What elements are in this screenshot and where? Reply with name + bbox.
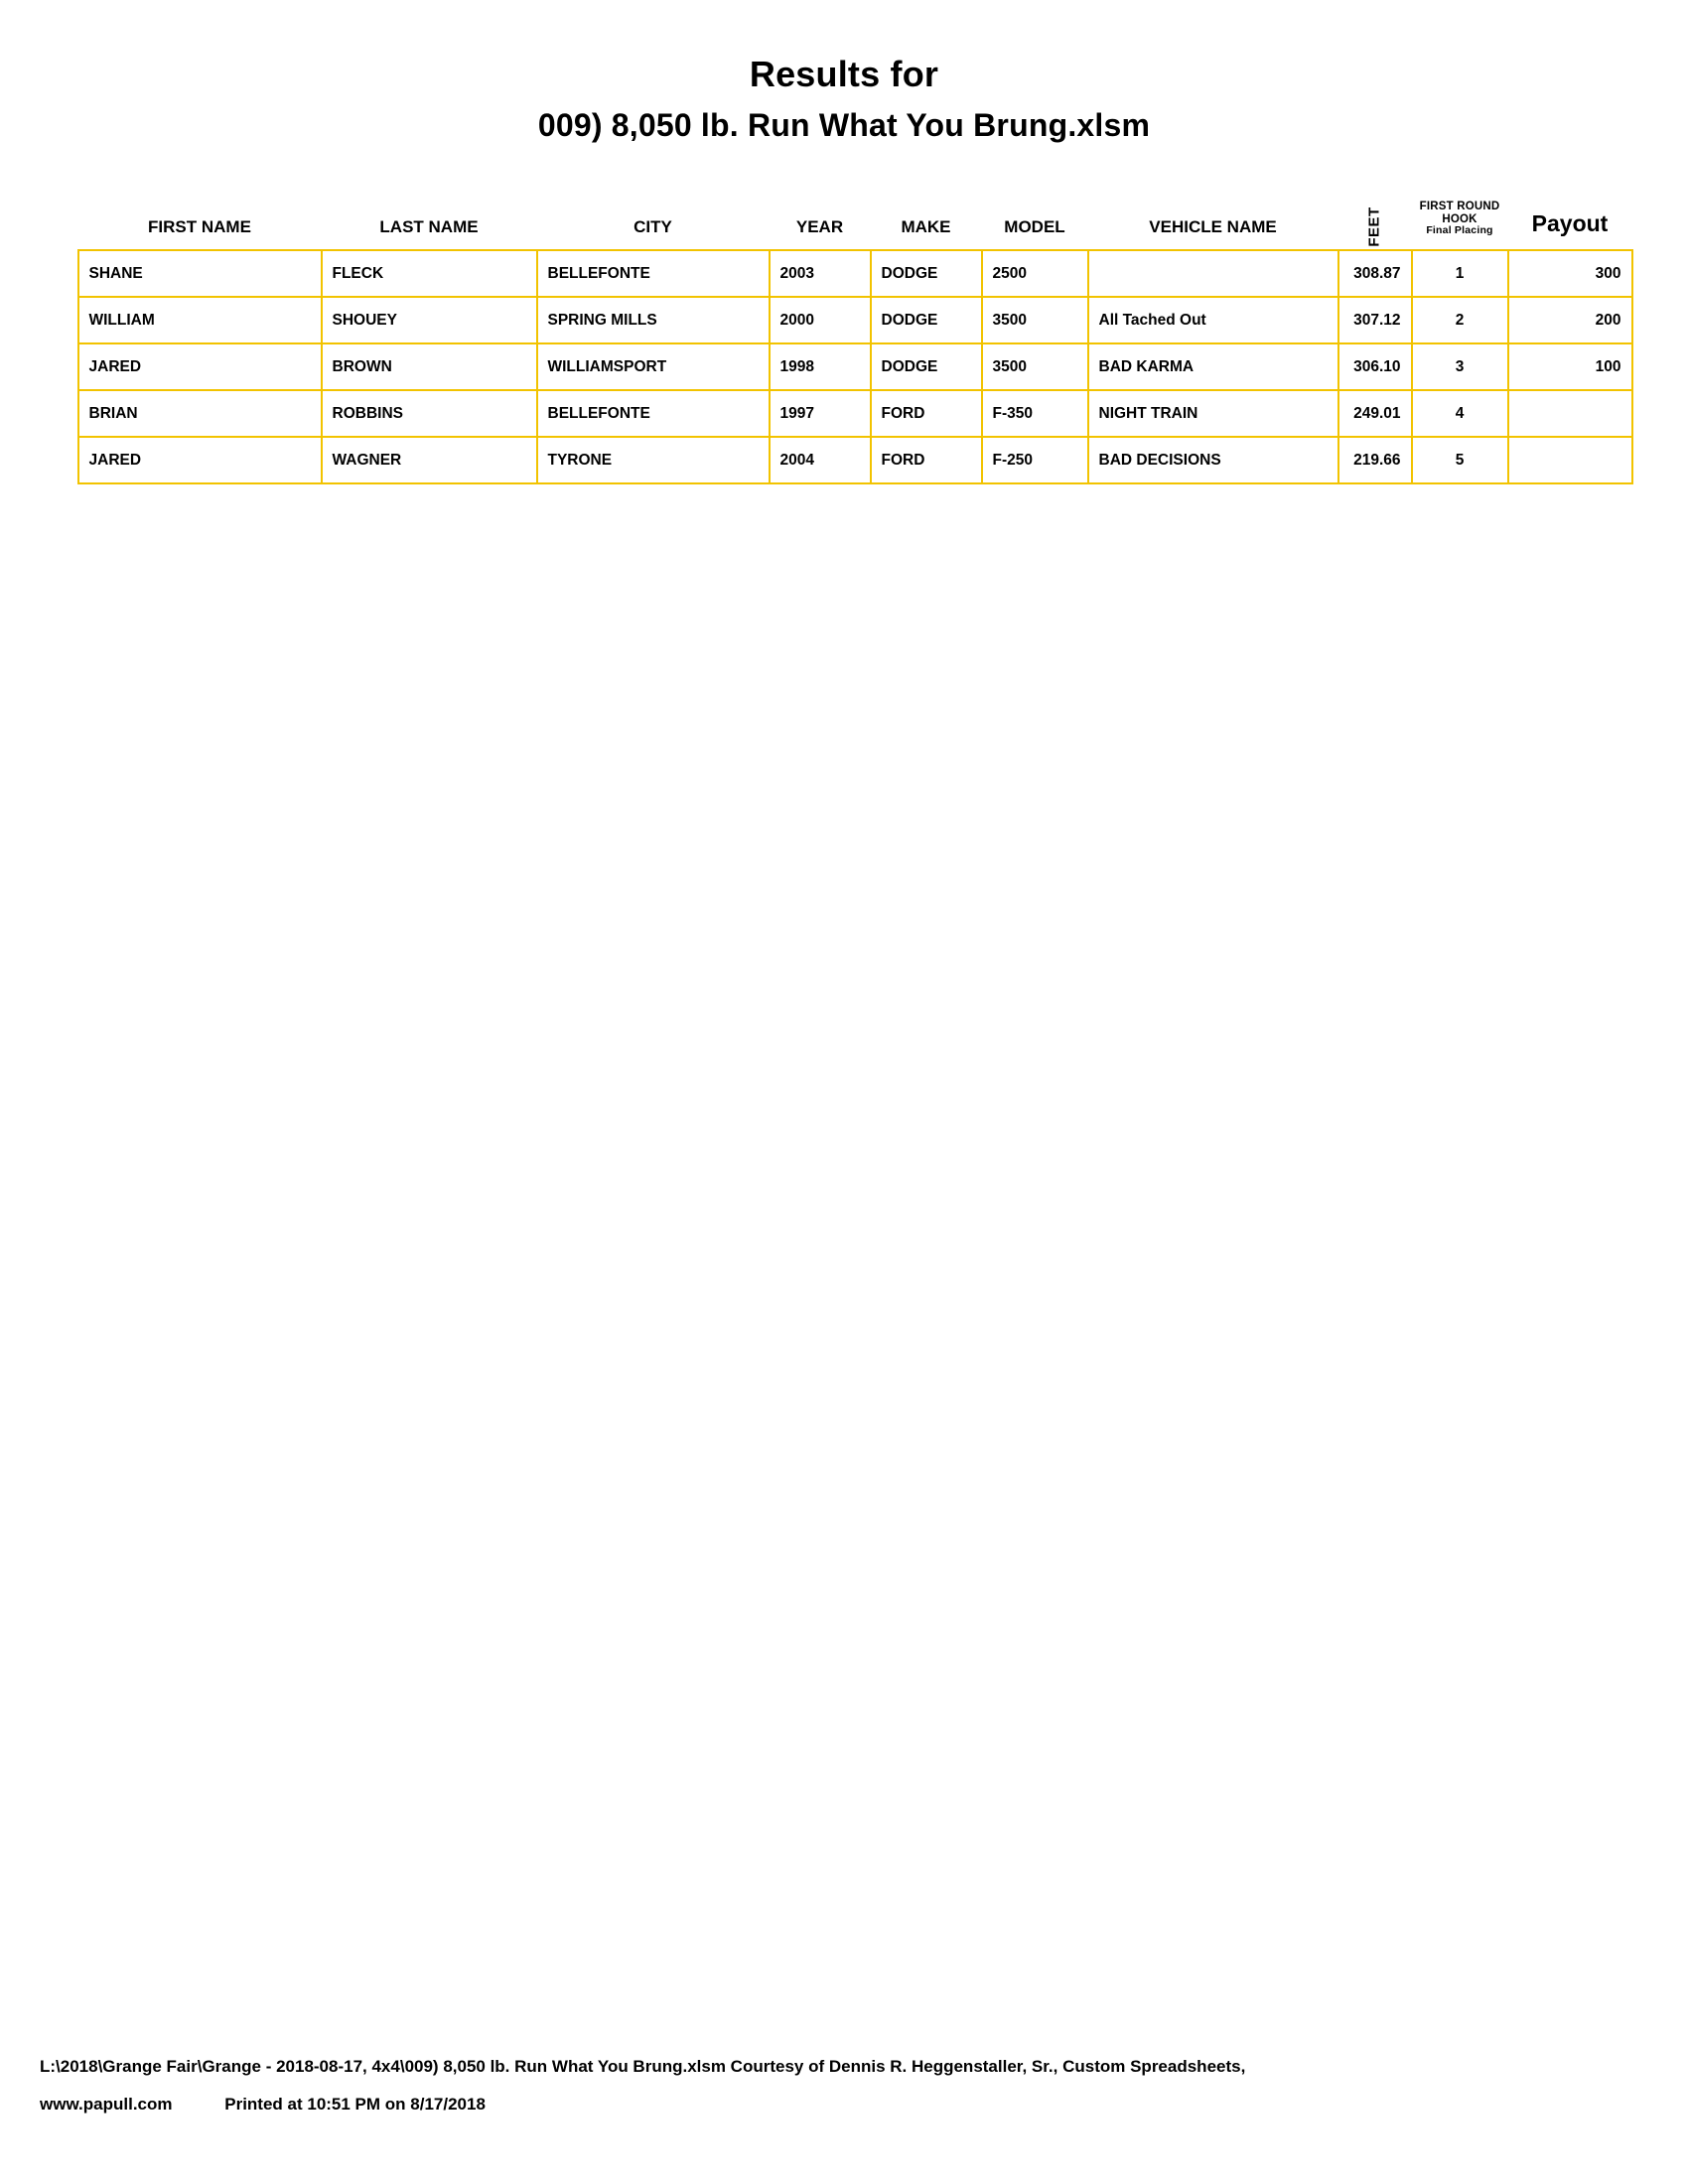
column-header-first-name: FIRST NAME	[148, 217, 251, 237]
table-row	[78, 250, 1632, 297]
cell-vehicle-name: BAD DECISIONS	[1088, 437, 1338, 483]
cell-make: DODGE	[871, 297, 982, 343]
hook-header-line2: HOOK	[1442, 212, 1477, 225]
cell-first-name: JARED	[78, 437, 322, 483]
column-header-feet-label: FEET	[1366, 206, 1383, 247]
footer-website: www.papull.com	[40, 2095, 173, 2115]
column-header-payout-label: Payout	[1531, 210, 1609, 237]
cell-last-name: BROWN	[322, 343, 537, 390]
column-header-last-name: LAST NAME	[379, 217, 479, 237]
cell-payout: 100	[1508, 343, 1632, 390]
hook-header-line1: FIRST ROUND	[1419, 200, 1500, 212]
table-row	[78, 297, 1632, 343]
cell-payout	[1508, 390, 1632, 437]
cell-first-name: WILLIAM	[78, 297, 322, 343]
column-header-payout	[1508, 189, 1632, 250]
column-header-make: MAKE	[901, 217, 951, 237]
cell-first-name: BRIAN	[78, 390, 322, 437]
cell-make: DODGE	[871, 343, 982, 390]
column-header-feet	[1338, 189, 1412, 250]
cell-feet: 249.01	[1338, 390, 1412, 437]
cell-model: 3500	[982, 343, 1088, 390]
page-title: Results for	[749, 54, 939, 94]
cell-year: 2004	[770, 437, 871, 483]
cell-last-name: FLECK	[322, 250, 537, 297]
cell-model: F-250	[982, 437, 1088, 483]
cell-placing: 5	[1412, 437, 1508, 483]
hook-header-lines	[1413, 201, 1507, 238]
table-body	[78, 250, 1632, 483]
cell-placing: 3	[1412, 343, 1508, 390]
title-block	[0, 0, 1688, 147]
column-header-year: YEAR	[795, 217, 844, 237]
cell-vehicle-name	[1088, 250, 1338, 297]
cell-city: TYRONE	[537, 437, 770, 483]
cell-last-name: WAGNER	[322, 437, 537, 483]
column-header-model: MODEL	[1004, 217, 1065, 237]
cell-feet: 306.10	[1338, 343, 1412, 390]
table-row	[78, 390, 1632, 437]
cell-last-name: ROBBINS	[322, 390, 537, 437]
feet-header-rotated-wrap	[1339, 190, 1411, 247]
cell-year: 2003	[770, 250, 871, 297]
footer-second-line	[40, 2096, 1245, 2115]
cell-placing: 2	[1412, 297, 1508, 343]
footer-printed-timestamp: Printed at 10:51 PM on 8/17/2018	[224, 2095, 486, 2115]
document-footer	[40, 2058, 1245, 2115]
table-header-row	[78, 189, 1632, 250]
cell-feet: 219.66	[1338, 437, 1412, 483]
cell-model: 2500	[982, 250, 1088, 297]
cell-year: 1998	[770, 343, 871, 390]
results-table	[77, 189, 1633, 484]
cell-make: FORD	[871, 437, 982, 483]
cell-placing: 1	[1412, 250, 1508, 297]
cell-city: BELLEFONTE	[537, 250, 770, 297]
table-header	[78, 189, 1632, 250]
cell-city: WILLIAMSPORT	[537, 343, 770, 390]
cell-year: 1997	[770, 390, 871, 437]
column-header-first-round-hook	[1412, 189, 1508, 250]
column-header-city: CITY	[633, 217, 672, 237]
cell-vehicle-name: NIGHT TRAIN	[1088, 390, 1338, 437]
page-subtitle: 009) 8,050 lb. Run What You Brung.xlsm	[537, 107, 1151, 143]
cell-city: BELLEFONTE	[537, 390, 770, 437]
cell-vehicle-name: BAD KARMA	[1088, 343, 1338, 390]
cell-model: 3500	[982, 297, 1088, 343]
cell-make: DODGE	[871, 250, 982, 297]
cell-payout: 200	[1508, 297, 1632, 343]
cell-payout: 300	[1508, 250, 1632, 297]
results-table-wrapper	[77, 189, 1621, 484]
cell-first-name: JARED	[78, 343, 322, 390]
cell-model: F-350	[982, 390, 1088, 437]
cell-make: FORD	[871, 390, 982, 437]
cell-year: 2000	[770, 297, 871, 343]
column-header-vehicle-name: VEHICLE NAME	[1149, 217, 1277, 237]
table-row	[78, 437, 1632, 483]
cell-feet: 308.87	[1338, 250, 1412, 297]
cell-vehicle-name: All Tached Out	[1088, 297, 1338, 343]
cell-city: SPRING MILLS	[537, 297, 770, 343]
cell-payout	[1508, 437, 1632, 483]
hook-header-line3: Final Placing	[1426, 224, 1493, 237]
cell-placing: 4	[1412, 390, 1508, 437]
cell-feet: 307.12	[1338, 297, 1412, 343]
table-row	[78, 343, 1632, 390]
footer-path-credit: L:\2018\Grange Fair\Grange - 2018-08-17, 4x4\009) 8,050 lb. Run What You Brung.xlsm Courtesy of Dennis R. Heggenstaller, Sr., Custom Spreadsheets,	[40, 2056, 1246, 2076]
cell-last-name: SHOUEY	[322, 297, 537, 343]
cell-first-name: SHANE	[78, 250, 322, 297]
